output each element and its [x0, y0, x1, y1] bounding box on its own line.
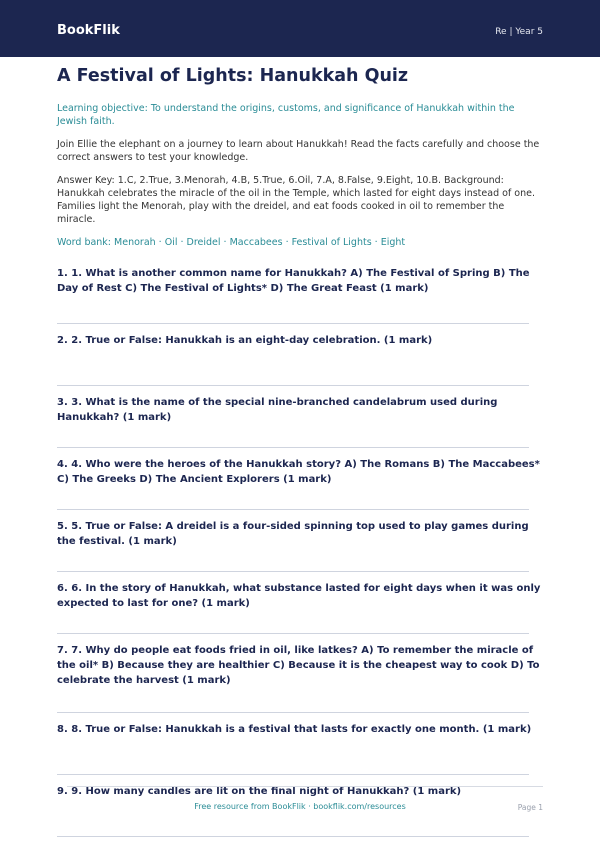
- question-text: 4. 4. Who were the heroes of the Hanukkah story? A) The Romans B) The Maccabees* C) The Greeks D) The Ancient Explorers (1 mark): [57, 459, 540, 485]
- question-item: [57, 265, 543, 332]
- answer-line[interactable]: [57, 385, 529, 386]
- question-item: [57, 580, 543, 642]
- question-text: 1. 1. What is another common name for Hanukkah? A) The Festival of Spring B) The Day of Rest C) The Festival of Lights* D) The Great Feast (1 mark): [57, 268, 530, 294]
- learning-objective: Learning objective: To understand the origins, customs, and significance of Hanukkah within the Jewish faith.: [57, 103, 515, 127]
- subject-year-label: Re | Year 5: [495, 27, 543, 37]
- intro-text: Join Ellie the elephant on a journey to learn about Hanukkah! Read the facts carefully and choose the correct answers to test your knowledge.: [57, 139, 540, 163]
- question-item: [57, 642, 543, 721]
- question-text: 6. 6. In the story of Hanukkah, what substance lasted for eight days when it was only expected to last for one? (1 mark): [57, 583, 541, 609]
- page-header: [0, 0, 600, 57]
- question-item: [57, 394, 543, 456]
- answer-line[interactable]: [57, 447, 529, 448]
- answer-line[interactable]: [57, 323, 529, 324]
- question-item: [57, 518, 543, 580]
- answer-line[interactable]: [57, 633, 529, 634]
- page-title: A Festival of Lights: Hanukkah Quiz: [57, 66, 409, 86]
- question-item: [57, 332, 543, 394]
- worksheet-content: [57, 64, 543, 845]
- question-text: 7. 7. Why do people eat foods fried in oil, like latkes? A) To remember the miracle of the oil* B) Because they are healthier C) Because it is the cheapest way to cook D) To celebrate the harvest (1 mark): [57, 645, 540, 686]
- page-number: Page 1: [517, 803, 543, 812]
- answer-line[interactable]: [57, 774, 529, 775]
- question-list: [57, 265, 543, 845]
- question-text: 2. 2. True or False: Hanukkah is an eight-day celebration. (1 mark): [57, 335, 433, 346]
- answer-line[interactable]: [57, 712, 529, 713]
- answer-line[interactable]: [57, 509, 529, 510]
- question-item: [57, 721, 543, 783]
- footer-link[interactable]: Free resource from BookFlik · bookflik.com/resources: [194, 802, 406, 811]
- question-text: 5. 5. True or False: A dreidel is a four-sided spinning top used to play games during the festival. (1 mark): [57, 521, 529, 547]
- answer-key: Answer Key: 1.C, 2.True, 3.Menorah, 4.B, 5.True, 6.Oil, 7.A, 8.False, 9.Eight, 10.B. Background: Hanukkah celebrates the miracle of the oil in the Temple, which lasted for eight days instead of one. Families light the Menorah, play with the dreidel, and eat foods cooked in oil to remember the miracle.: [57, 175, 535, 225]
- answer-line[interactable]: [57, 836, 529, 837]
- question-text: 9. 9. How many candles are lit on the final night of Hanukkah? (1 mark): [57, 786, 462, 797]
- word-bank: Word bank: Menorah · Oil · Dreidel · Maccabees · Festival of Lights · Eight: [57, 237, 406, 248]
- question-text: 3. 3. What is the name of the special nine-branched candelabrum used during Hanukkah? (1 mark): [57, 397, 498, 423]
- question-item: [57, 783, 543, 845]
- question-item: [57, 456, 543, 518]
- answer-line[interactable]: [57, 571, 529, 572]
- brand-logo[interactable]: BookFlik: [57, 23, 120, 38]
- footer-divider: [67, 786, 543, 787]
- question-text: 8. 8. True or False: Hanukkah is a festival that lasts for exactly one month. (1 mark): [57, 724, 532, 735]
